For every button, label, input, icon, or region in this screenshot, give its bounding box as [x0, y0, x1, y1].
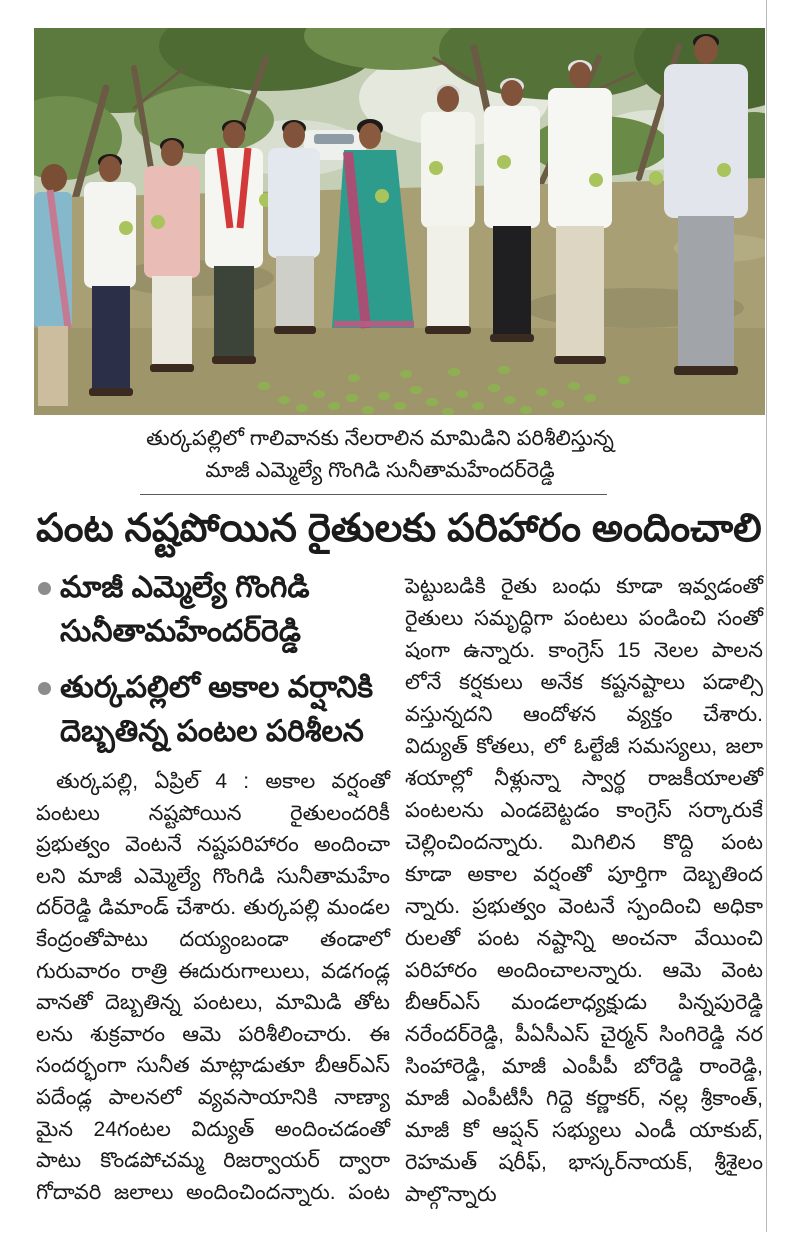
body-line: చెల్లించిందన్నారు. మిగిలిన కొద్ది పంట — [405, 831, 763, 854]
article-headline: పంట నష్టపోయిన రైతులకు పరిహారం అందించాలి — [36, 507, 762, 550]
highlight-line: తుర్కపల్లిలో అకాల వర్షానికి — [60, 671, 373, 704]
body-line: శయాల్లో నీళ్లున్నా స్వార్థ రాజకీయాలతో — [405, 767, 763, 790]
photo-caption — [130, 423, 630, 487]
body-line: గోదావరి జలాలు అందించిందన్నారు. పంట — [36, 1180, 390, 1204]
caption-line: తుర్కపల్లిలో గాలివానకు నేలరాలిన మామిడిని పరిశీలిస్తున్న — [146, 427, 614, 450]
mango-orchard-photo — [34, 28, 765, 415]
person-figure — [421, 84, 475, 334]
body-line: మాజీ ఎంపీటీసీ గిద్దె కర్ణాకర్, నల్ల శ్రీకాంత్, — [405, 1087, 763, 1110]
body-line: రైతులు సమృద్ధిగా పంటలు పండించి సంతో — [405, 607, 763, 630]
body-line: దర్‌రెడ్డి డిమాండ్ చేశారు. తుర్కపల్లి మండల — [36, 896, 390, 920]
highlight-line: మాజీ ఎమ్మెల్యే గొంగిడి — [60, 571, 310, 604]
body-line: పంటలు నష్టపోయిన రైతులందరికీ — [36, 801, 390, 825]
body-line: న్నారు. ప్రభుత్వం వెంటనే స్పందించి అధికా — [405, 895, 763, 918]
person-figure — [548, 60, 612, 364]
body-line: తుర్కపల్లి, ఏప్రిల్ 4 : అకాల వర్షంతో — [56, 770, 390, 793]
body-line: పాటు కొండపోచమ్మ రిజర్వాయర్ ద్వారా — [36, 1149, 390, 1173]
body-line: పంటలను ఎండబెట్టడం కాంగ్రెస్ సర్కారుకే — [405, 799, 763, 822]
highlight-line: సునీతామహేందర్‌రెడ్డి — [60, 615, 301, 648]
body-line: పదేండ్ల పాలనలో వ్యవసాయానికి నాణ్యా — [36, 1085, 390, 1109]
body-line: సింహారెడ్డి, మాజీ ఎంపీపీ బోరెడ్డి రాంరెడ్డి, — [405, 1055, 763, 1078]
highlight-line: దెబ్బతిన్న పంటల పరిశీలన — [60, 715, 364, 748]
person-figure — [34, 164, 72, 406]
bullet-icon — [38, 682, 51, 695]
body-line: సందర్భంగా సునీత మాట్లాడుతూ బీఆర్ఎస్ — [36, 1054, 390, 1078]
bullet-icon — [38, 582, 51, 595]
caption-divider — [140, 494, 607, 495]
body-line: మైన 24గంటల విద్యుత్ అందించడంతో — [36, 1117, 390, 1141]
body-line: పరిహారం అందించాలన్నారు. ఆమె వెంట — [405, 959, 763, 982]
clipping-border — [766, 0, 767, 1232]
highlight-point — [36, 666, 390, 754]
body-line: గురువారం రాత్రి ఈదురుగాలులు, వడగండ్ల — [36, 959, 390, 983]
body-line: మాజీ కో ఆప్షన్ సభ్యులు ఎండీ యాకుబ్, — [405, 1119, 763, 1142]
body-line: విద్యుత్ కోతలు, లో ఓల్టేజీ సమస్యలు, జలా — [405, 735, 763, 758]
body-line: లోనే కర్షకులు అనేక కష్టనష్టాలు పడాల్సి — [405, 671, 763, 694]
body-line: కేంద్రంతోపాటు దయ్యంబండా తండాలో — [36, 927, 390, 951]
body-line: పెట్టుబడికి రైతు బంధు కూడా ఇవ్వడంతో — [405, 575, 763, 598]
article-photo — [34, 28, 765, 415]
left-column — [36, 566, 390, 1208]
body-line: లను శుక్రవారం ఆమె పరిశీలించారు. ఈ — [36, 1022, 390, 1046]
body-line: లని మాజీ ఎమ్మెల్యే గొంగిడి సునీతామహేం — [36, 864, 390, 888]
body-line: కూడా అకాల వర్షంతో పూర్తిగా దెబ్బతింద — [405, 863, 763, 886]
caption-line: మాజీ ఎమ్మెల్యే గొంగిడి సునీతామహేందర్‌రెడ్డి — [205, 459, 555, 482]
body-line: షంగా ఉన్నారు. కాంగ్రెస్ 15 నెలల పాలన — [405, 639, 763, 662]
body-line: రెహమత్ షరీఫ్, భాస్కర్‌నాయక్, శ్రీశైలం — [405, 1151, 763, 1174]
body-text-left — [36, 766, 390, 1208]
body-line: ప్రభుత్వం వెంటనే నష్టపరిహారం అందించా — [36, 833, 390, 857]
right-column — [405, 571, 763, 1211]
highlight-point — [36, 566, 390, 654]
person-figure — [144, 138, 200, 372]
body-line: నరేందర్‌రెడ్డి, పీఏసీఎస్ చైర్మన్ సింగిరెడ్డి నర — [405, 1023, 763, 1046]
body-line: వానతో దెబ్బతిన్న పంటలు, మామిడి తోట — [36, 991, 390, 1015]
body-line: వస్తున్నదని ఆందోళన వ్యక్తం చేశారు. — [405, 703, 763, 726]
body-line: బీఆర్ఎస్ మండలాధ్యక్షుడు పిన్నపురెడ్డి — [405, 991, 763, 1014]
body-line: పాల్గొన్నారు — [405, 1183, 497, 1206]
body-line: రులతో పంట నష్టాన్ని అంచనా వేయించి — [405, 927, 763, 950]
